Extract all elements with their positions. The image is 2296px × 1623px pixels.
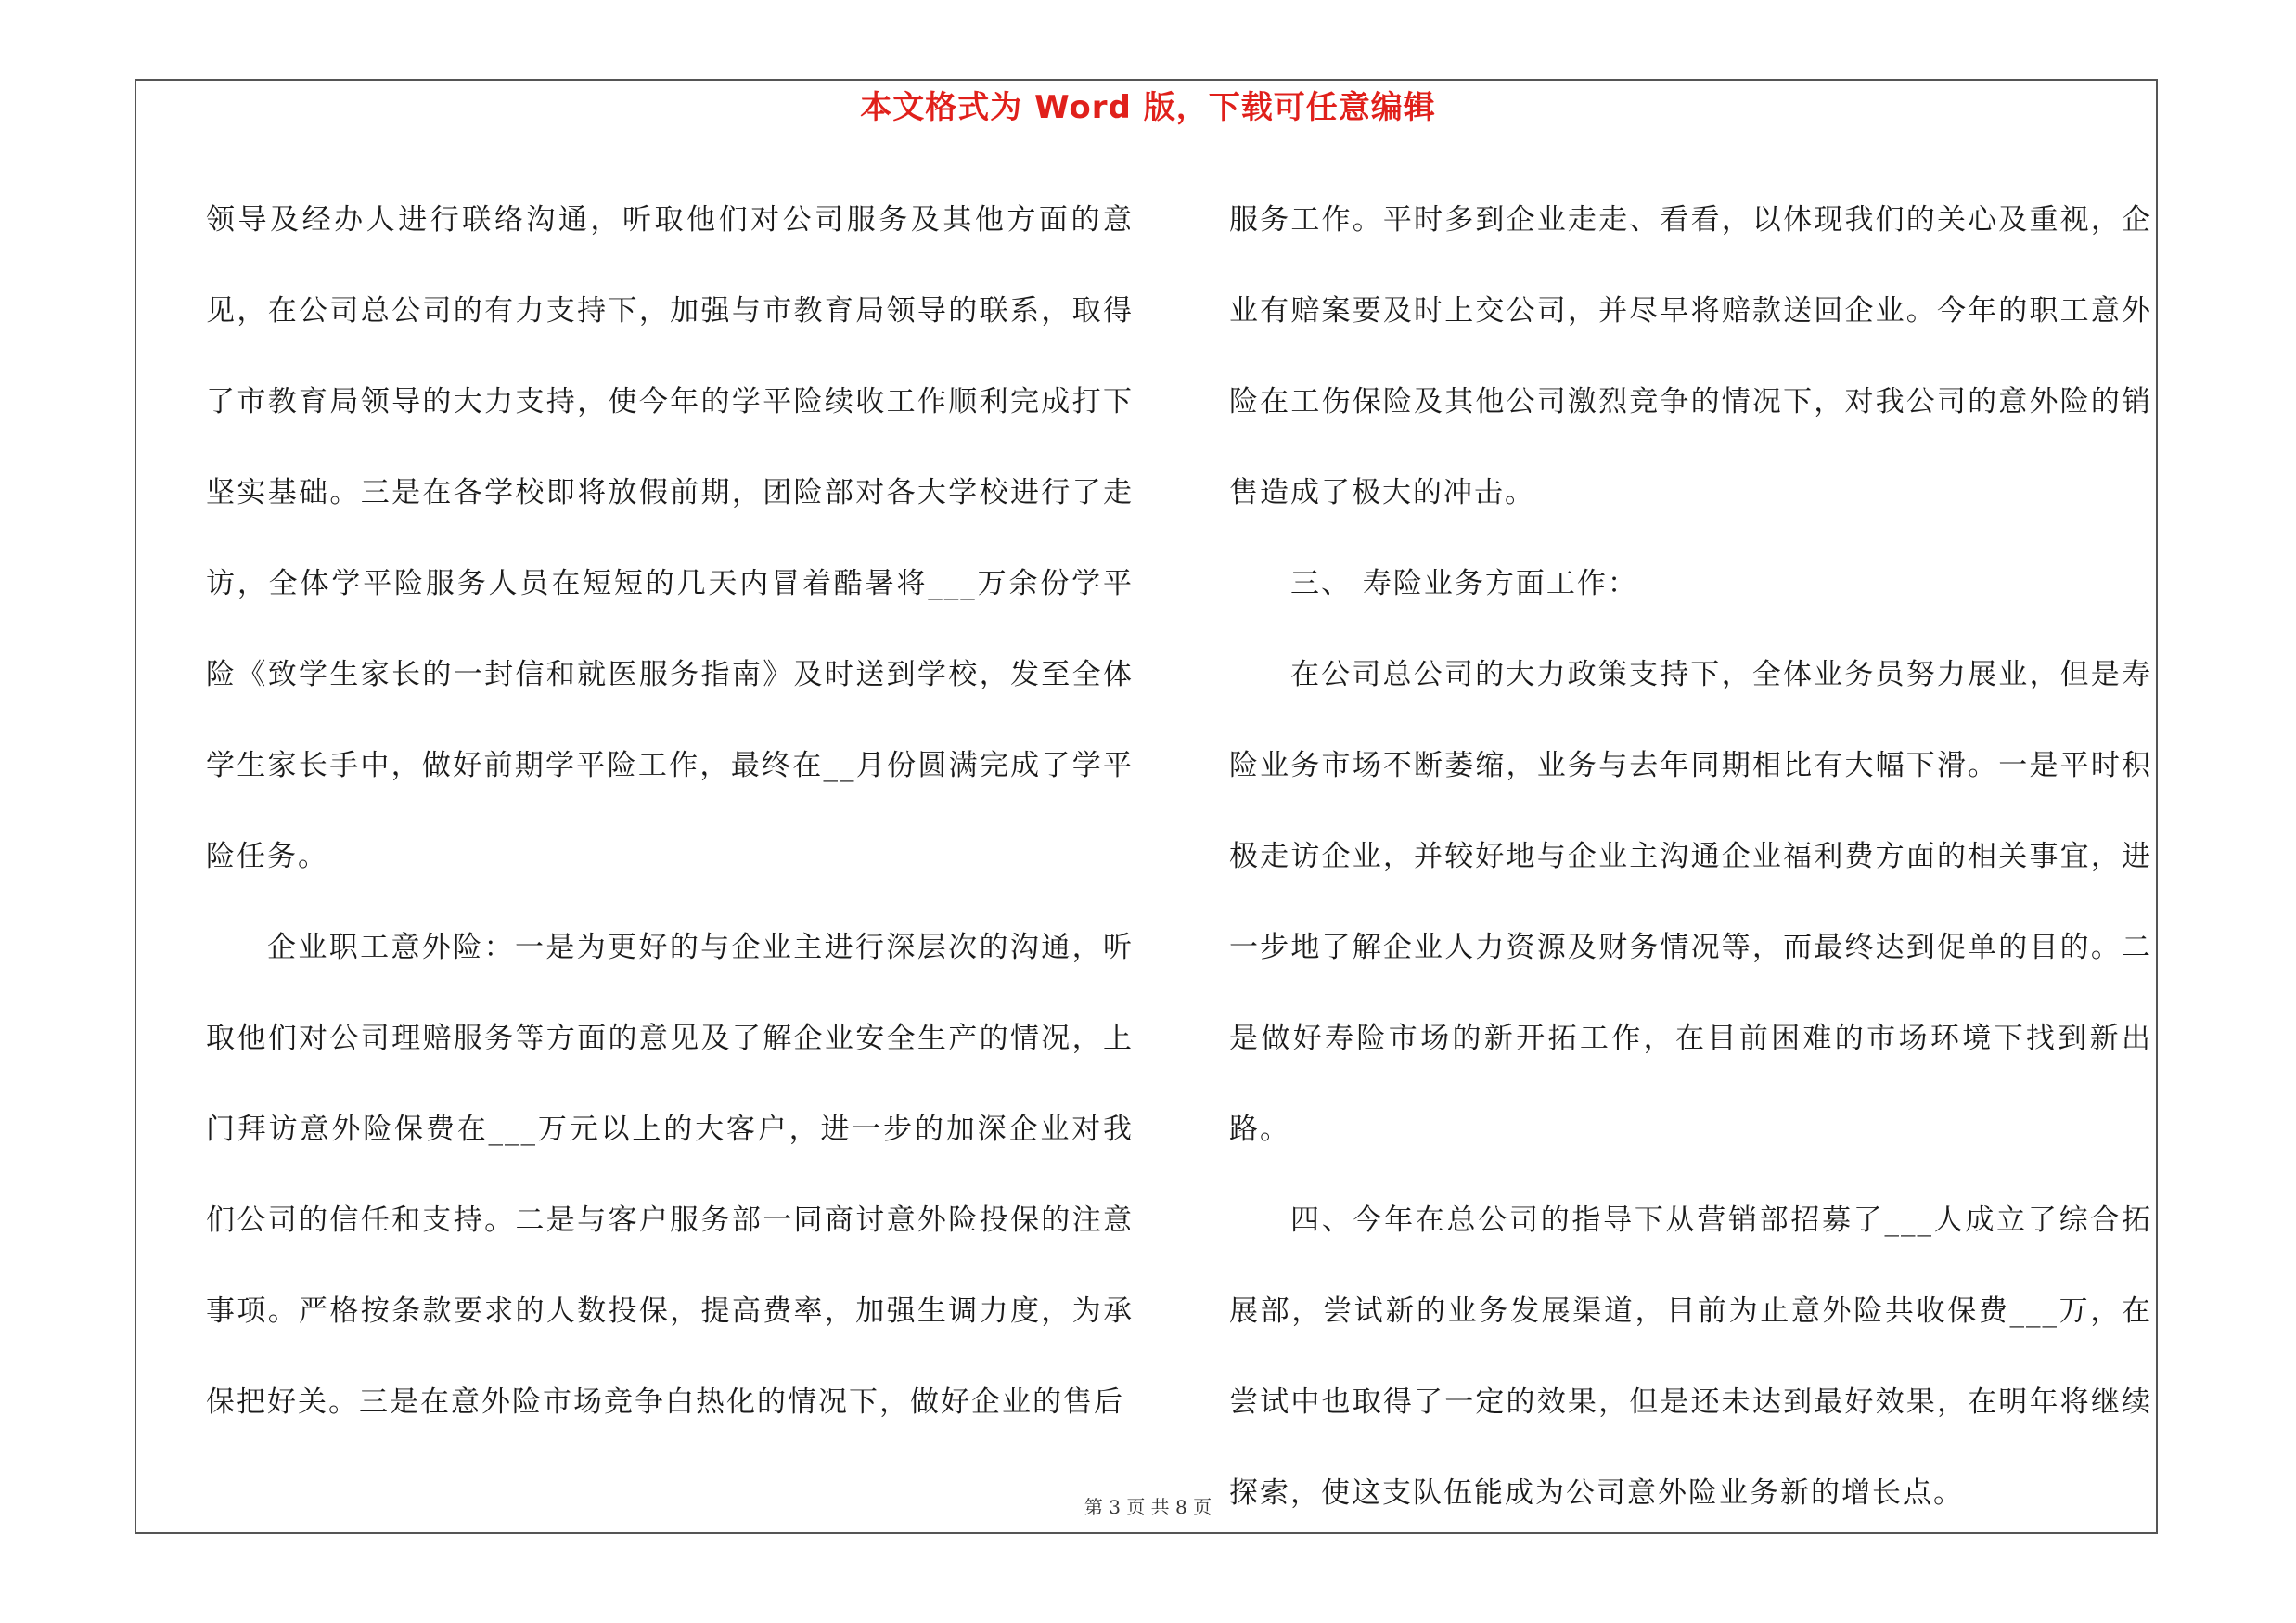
body-paragraph: 服务工作。平时多到企业走走、看看，以体现我们的关心及重视，企业有赔案要及时上交公司，并尽早将赔款送回企业。今年的职工意外险在工伤保险及其他公司激烈竞争的情况下，对我公司的意外险的销售造成了极大的冲击。 [1229, 203, 2152, 509]
body-paragraph: 领导及经办人进行联络沟通，听取他们对公司服务及其他方面的意见，在公司总公司的有力支持下，加强与市教育局领导的联系，取得了市教育局领导的大力支持，使今年的学平险续收工作顺利完成打下坚实基础。三是在各学校即将放假前期，团险部对各大学校进行了走访，全体学平险服务人员在短短的几天内冒着酷暑将___万余份学平险《致学生家长的一封信和就医服务指南》及时送到学校，发至全体学生家长手中，做好前期学平险工作，最终在__月份圆满完成了学平险任务。 [206, 203, 1134, 873]
body-paragraph: 四、今年在总公司的指导下从营销部招募了___人成立了综合拓展部，尝试新的业务发展渠道，目前为止意外险共收保费___万，在尝试中也取得了一定的效果，但是还未达到最好效果，在明年将继续探索，使这支队伍能成为公司意外险业务新的增长点。 [1229, 1204, 2152, 1510]
body-paragraph: 在公司总公司的大力政策支持下，全体业务员努力展业，但是寿险业务市场不断萎缩，业务与去年同期相比有大幅下滑。一是平时积极走访企业，并较好地与企业主沟通企业福利费方面的相关事宜，进一步地了解企业人力资源及财务情况等，而最终达到促单的目的。二是做好寿险市场的新开拓工作，在目前困难的市场环境下找到新出路。 [1229, 658, 2152, 1146]
page-number: 第 3 页 共 8 页 [1084, 1496, 1212, 1518]
left-column [206, 174, 1134, 1448]
body-paragraph: 企业职工意外险：一是为更好的与企业主进行深层次的沟通，听取他们对公司理赔服务等方面的意见及了解企业安全生产的情况，上门拜访意外险保费在___万元以上的大客户，进一步的加深企业对我们公司的信任和支持。二是与客户服务部一同商讨意外险投保的注意事项。严格按条款要求的人数投保，提高费率，加强生调力度，为承保把好关。三是在意外险市场竞争白热化的情况下，做好企业的售后 [206, 931, 1134, 1419]
section-heading: 三、 寿险业务方面工作： [1290, 567, 1638, 600]
right-column [1229, 174, 2152, 1539]
word-format-banner: 本文格式为 Word 版，下载可任意编辑 [860, 89, 1436, 126]
